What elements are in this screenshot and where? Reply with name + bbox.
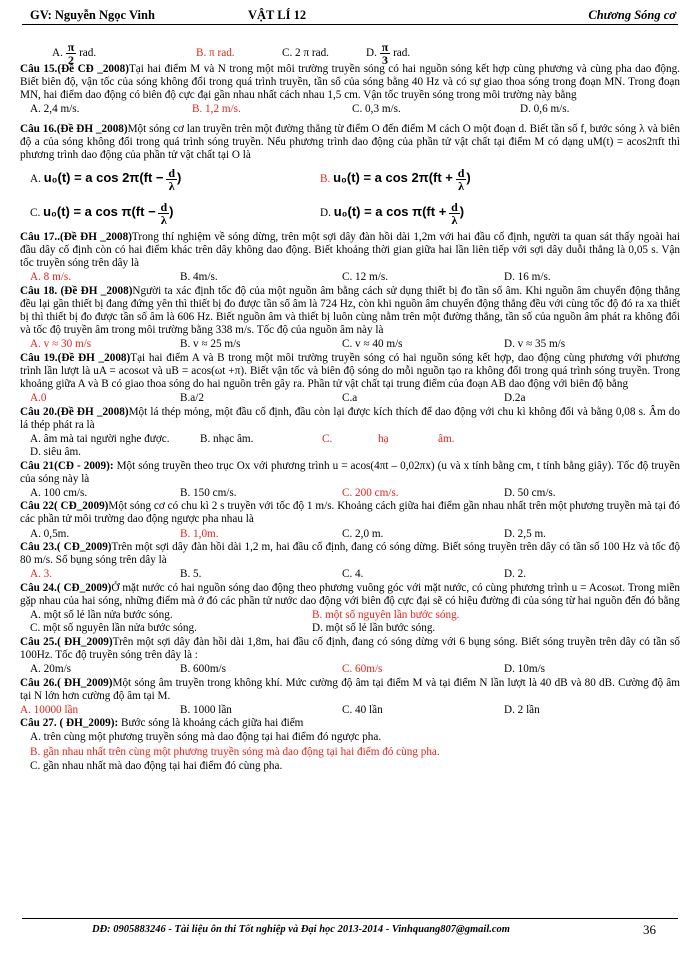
header-chapter: Chương Sóng cơ (588, 8, 676, 22)
question-23: Câu 23.( CĐ_2009)Trên một sợi dây đàn hồi dài 1,2 m, hai đầu cố định, đang có sóng dừng. Biết sóng truyền trên dây có tần số 100 Hz và tốc độ 80 m/s. Số bụng sóng trên dây là (20, 541, 680, 567)
question-18-options: A. v ≈ 30 m/s B. v ≈ 25 m/s C. v ≈ 40 m/s D. v ≈ 35 m/s (30, 338, 566, 351)
question-27-option-a: A. trên cùng một phương truyền sóng mà dao động tại hai điểm đó ngược pha. (30, 731, 382, 744)
question-15: Câu 15.(Đề CĐ _2008)Tại hai điểm M và N trong một môi trường truyền sóng có hai nguồn sóng kết hợp cùng phương và cùng pha dao động. Biết biên độ, vận tốc của sóng không đổi trong quá trình truyền, tần số của sóng bằng 40 Hz và có sự giao thoa sóng trong đoạn MN. Trong đoạn MN, hai điểm dao động có biên độ cực đại gần nhau nhất cách nhau 1,5 cm. Vận tốc truyền sóng trong môi trường này bằng (20, 63, 680, 102)
page-number: 36 (643, 922, 656, 937)
formula-d: D. u₀(t) = a cos π(ft + $\frac{d}{\lambda}$ ) (320, 200, 465, 228)
question-17-options: A. 8 m/s. B. 4m/s. C. 12 m/s. D. 16 m/s. (30, 271, 551, 284)
question-19: Câu 19.(Đề ĐH _2008)Tại hai điểm A và B trong một môi trường truyền sóng có hai nguồn sóng kết hợp, dao động cùng phương với phương trình lần lượt là uA = acosωt và uB = acos(ωt +π). Biết vận tốc và biên độ sóng do mỗi nguồn tạo ra không đổi trong quá trình sóng truyền. Trong khoảng giữa A và B có giao thoa sóng do hai nguồn trên gây ra. Phần tử vật chất tại trung điểm của đoạn AB dao động với biên độ bằng (20, 351, 680, 390)
question-23-options: A. 3. B. 5. C. 4. D. 2. (30, 568, 527, 581)
question-16-options-ab (20, 163, 680, 197)
question-16: Câu 16.(Đề ĐH _2008)Một sóng cơ lan truyền trên một đường thẳng từ điểm O đến điểm M cách O một đoạn d. Biết tần số f, bước sóng λ và biên độ a của sóng không đổi trong quá trình sóng truyền. Nếu phương trình dao động của phần tử vật chất tại điểm M có dạng uM(t) = acos2πft thì phương trình dao động của phần tử vật chất tại O là (20, 122, 680, 161)
question-17: Câu 17..(Đề ĐH _2008)Trong thí nghiệm về sóng dừng, trên một sợi dây đàn hồi dài 1,2m với hai đầu cố định, người ta quan sát thấy ngoài hai đầu dây cố định còn có hai điểm khác trên dây không dao động. Biết khoảng thời gian giữa hai lần liên tiếp với sợi dây duỗi thẳng là 0,05 s. Vận tốc truyền sóng trên dây là (20, 231, 680, 270)
question-22: Câu 22( CĐ_2009)Một sóng cơ có chu kì 2 s truyền với tốc độ 1 m/s. Khoảng cách giữa hai điểm gần nhau nhất trên một phương truyền mà tại đó các phần tử môi trường dao động ngược pha nhau là (20, 500, 680, 526)
question-25-options: A. 20m/s B. 600m/s C. 60m/s D. 10m/s (30, 663, 546, 676)
question-18: Câu 18. (Đề ĐH _2008)Người ta xác định tốc độ của một nguồn âm bằng cách sử dụng thiết bị đo tần số âm. Khi nguồn âm chuyển động thẳng đều lại gần thiết bị đang đứng yên thì thiết bị đo được tần số âm là 724 Hz, còn khi nguồn âm chuyển động thẳng đều với cùng tốc độ đó ra xa thiết bị thì thiết bị đo được tần số âm là 606 Hz. Biết nguồn âm và thiết bị luôn cùng nằm trên một đường thẳng, tần số của nguồn âm phát ra không đổi và tốc độ truyền âm trong môi trường bằng 338 m/s. Tốc độ của nguồn âm này là (20, 284, 680, 337)
option-b: B. π rad. (196, 47, 235, 59)
question-22-options: A. 0,5m. B. 1,0m. C. 2,0 m. D. 2,5 m. (30, 527, 546, 540)
question-16-options-cd (20, 197, 680, 231)
question-21: Câu 21(CĐ - 2009): Một sóng truyền theo trục Ox với phương trình u = acos(4πt – 0,02πx) (u và x tính bằng cm, t tính bằng giây). Tốc độ truyền của sóng này là (20, 459, 680, 485)
question-27-option-b: B. gần nhau nhất trên cùng một phương truyền sóng mà dao động tại hai điểm đó cùng pha. (30, 745, 440, 758)
question-21-options: A. 100 cm/s. B. 150 cm/s. C. 200 cm/s. D. 50 cm/s. (30, 486, 556, 499)
question-24: Câu 24.( CĐ_2009)Ở mặt nước có hai nguồn sóng dao động theo phương vuông góc với mặt nước, có cùng phương trình u = Acosωt. Trong miền gặp nhau của hai sóng, những điểm mà ở đó các phần tử nước dao động với biên độ cực đại sẽ có hiệu đường đi của sóng từ hai nguồn đến đó bằng (20, 581, 680, 607)
question-20-option-d: D. siêu âm. (30, 446, 81, 459)
footer-divider (22, 918, 678, 919)
header-divider (22, 24, 678, 25)
question-19-options: A.0 B.a/2 C.a D.2a (30, 392, 526, 404)
question-27-option-c: C. gần nhau nhất mà dao động tại hai điểm đó cùng pha. (30, 759, 283, 772)
prev-question-options (20, 37, 680, 67)
question-26-options: A. 10000 lần B. 1000 lần C. 40 lần D. 2 lần (20, 703, 540, 716)
option-c: C. 2 π rad. (282, 47, 329, 59)
option-d: D. $\frac{\pi}{3}$ rad. (366, 40, 411, 67)
question-25: Câu 25.( ĐH_2009)Trên một sợi dây đàn hồi dài 1,8m, hai đầu cố định, đang có sóng dừng với 6 bụng sóng. Biết sóng truyền trên dây có tần số 100Hz. Tốc độ truyền sóng trên dây là : (20, 635, 680, 662)
question-20: Câu 20.(Đề ĐH _2008)Một lá thép mỏng, một đầu cố định, đầu còn lại được kích thích để dao động với chu kì không đổi và bằng 0,08 s. Âm do lá thép phát ra là (20, 405, 680, 431)
question-20-options: A. âm mà tai người nghe được. B. nhạc âm. C. hạ âm. (30, 432, 455, 445)
question-24-options-cd: C. một số nguyên lần nửa bước sóng. D. một số lẻ lần bước sóng. (30, 622, 436, 635)
formula-b: B. u₀(t) = a cos 2π(ft + $\frac{d}{\lambda}$ ) (320, 166, 471, 194)
page-content (20, 37, 680, 774)
header-author: GV: Nguyễn Ngọc Vinh (30, 8, 155, 22)
question-27: Câu 27. ( ĐH_2009): Bước sóng là khoảng cách giữa hai điểm (20, 717, 304, 730)
question-15-options: A. 2,4 m/s. B. 1,2 m/s. C. 0,3 m/s. D. 0,6 m/s. (30, 103, 570, 116)
formula-a: A. u₀(t) = a cos 2π(ft − $\frac{d}{\lambda}$ ) (30, 166, 182, 194)
formula-c: C. u₀(t) = a cos π(ft − $\frac{d}{\lambda}$ ) (30, 200, 174, 228)
question-24-options-ab: A. một số lẻ lần nửa bước sóng. B. một số nguyên lần bước sóng. (30, 608, 460, 621)
question-26: Câu 26.( ĐH_2009)Một sóng âm truyền trong không khí. Mức cường độ âm tại điểm M và tại điểm N lần lượt là 40 dB và 80 dB. Cường độ âm tại N lớn hơn cường độ âm tại M. (20, 676, 680, 702)
footer-text: DĐ: 0905883246 - Tài liệu ôn thi Tốt nghiệp và Đại học 2013-2014 - Vinhquang807@gmail.com (92, 924, 510, 935)
header-subject: VẬT LÍ 12 (248, 8, 307, 22)
option-a: A. $\frac{\pi}{2}$ rad. (52, 40, 97, 67)
page-footer (22, 924, 678, 942)
